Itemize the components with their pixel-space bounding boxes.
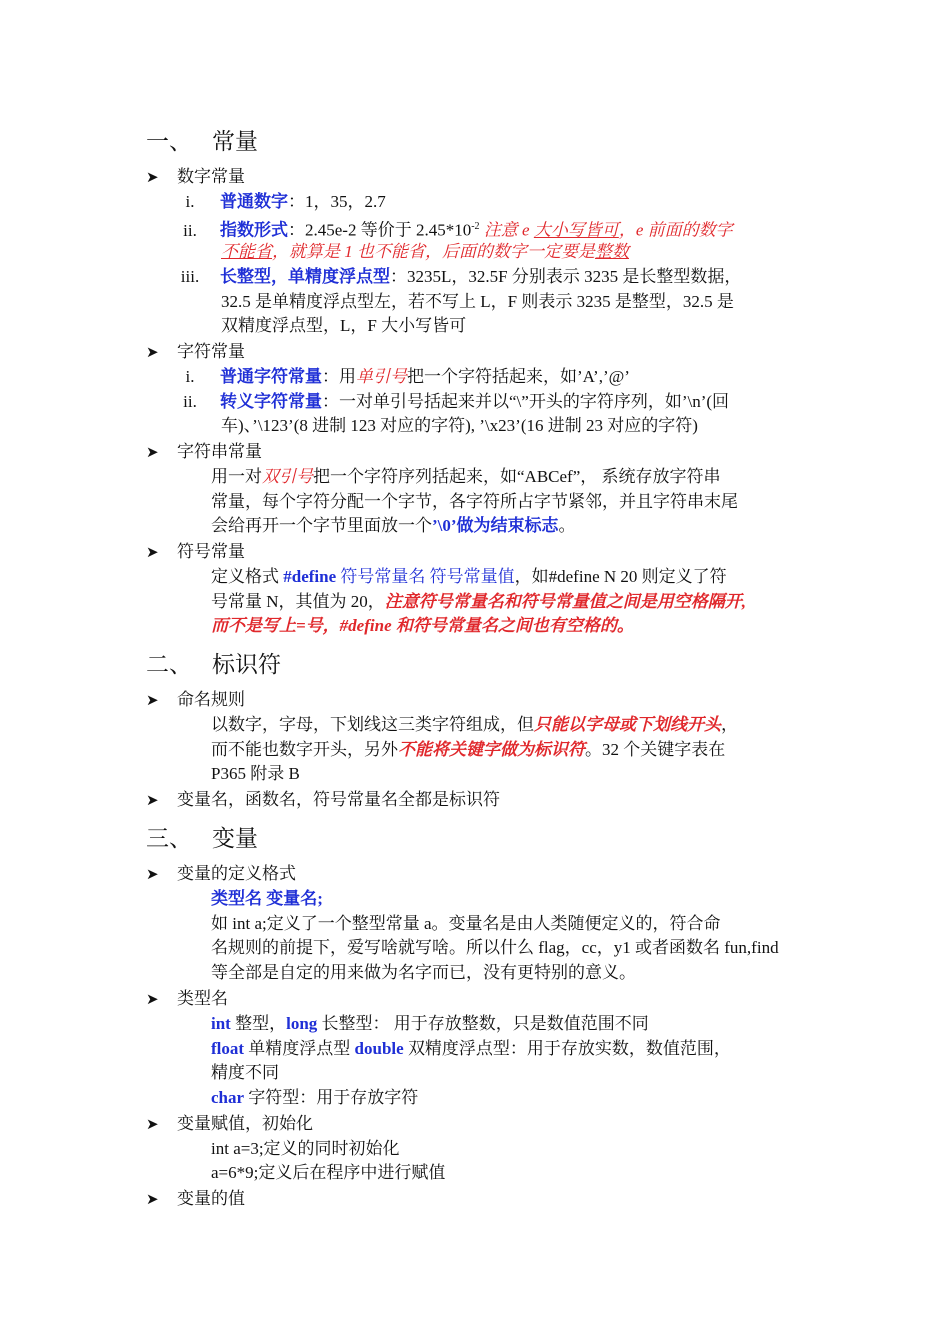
body-text: ，	[721, 715, 738, 734]
note-text: 注意符号常量名和符号常量值之间是用空格隔开,	[384, 592, 747, 611]
term-label: 转义字符常量	[220, 392, 322, 411]
string-line2: 常量，每个字符分配一个字节，各字符所占字节紧邻，并且字符串末尾	[211, 492, 738, 511]
item-text-line3: 双精度浮点型，L，F 大小写皆可	[221, 316, 467, 335]
roman-numeral: i.	[185, 192, 195, 211]
arrow-bullet-icon: ➤	[146, 170, 159, 186]
body-text: 会给再开一个字节里面放一个	[211, 516, 432, 535]
item-escape-char	[160, 390, 729, 414]
item-text: ：一对单引号括起来并以“\”开头的字符序列，如’\n’(回	[322, 392, 730, 411]
arrow-bullet-icon: ➤	[146, 793, 159, 809]
body-text: 。32 个关键字表在	[585, 740, 726, 759]
bullet-text: 字符串常量	[177, 442, 262, 461]
item-text: ：1，35，2.7	[288, 192, 386, 211]
section-heading-1	[146, 127, 258, 157]
body-text: 把一个字符序列括起来，如“ABCef”， 系统存放字符串	[313, 467, 721, 486]
section-title: 常量	[212, 129, 258, 154]
arrow-bullet-icon: ➤	[146, 867, 159, 883]
bullet-text: 变量赋值，初始化	[177, 1114, 313, 1133]
body-text: 。	[558, 516, 576, 535]
var-format: 类型名 变量名;	[211, 889, 323, 908]
keyword-text: #define	[283, 567, 337, 586]
bullet-text: 变量名，函数名，符号常量名全都是标识符	[177, 790, 500, 809]
note-underlined: 不能省	[221, 242, 272, 261]
arrow-bullet-icon: ➤	[146, 345, 159, 361]
naming-line2	[211, 738, 725, 762]
var-line2: 如 int a;定义了一个整型常量 a。变量名是由人类随便定义的，符合命	[211, 914, 721, 933]
item-exponent-form	[160, 215, 733, 243]
note-text: ，就算是 1 也不能省，后面的数字一定要是	[272, 242, 595, 261]
section-title: 变量	[212, 826, 258, 851]
note-text: 而不是写上=号，#define 和符号常量名之间也有空格的。	[211, 616, 634, 635]
types-line4	[211, 1086, 418, 1110]
keyword-text: int	[211, 1014, 231, 1033]
arrow-bullet-icon: ➤	[146, 1117, 159, 1133]
term-label: 长整型，单精度浮点型	[220, 267, 390, 286]
item-text: ：用	[322, 367, 356, 386]
note-underlined: 大小写皆可	[533, 220, 619, 240]
keyword-text: char	[211, 1088, 245, 1107]
keyword-text: long	[286, 1014, 318, 1033]
string-line3	[211, 514, 576, 538]
types-line1	[211, 1012, 649, 1036]
assign-line2: a=6*9;定义后在程序中进行赋值	[211, 1163, 446, 1182]
body-text: 用一对	[211, 467, 262, 486]
bullet-assignment	[146, 1112, 313, 1137]
types-line2	[211, 1037, 731, 1061]
section-number: 一、	[146, 129, 192, 154]
body-text: 号常量 N，其值为 20，	[211, 592, 385, 611]
var-line4: 等全部是自定的用来做为名字而已，没有更特别的意义。	[211, 963, 636, 982]
bullet-string-constants	[146, 440, 262, 465]
section-heading-2	[146, 650, 281, 680]
item-text: ：3235L，32.5F 分别表示 3235 是长整型数据，	[390, 267, 742, 286]
highlight-text: 符号常量名 符号常量值	[336, 567, 515, 586]
symbol-line1	[211, 565, 727, 589]
bullet-char-constants	[146, 340, 245, 365]
types-line3: 精度不同	[211, 1063, 279, 1082]
item-text-line2: 车)、’\123’(8 进制 123 对应的字符), ’\x23’(16 进制 23 对应的字符)	[221, 416, 698, 435]
item-plain-numbers	[160, 190, 386, 214]
arrow-bullet-icon: ➤	[146, 545, 159, 561]
note-text: 单引号	[356, 367, 407, 386]
bullet-text: 命名规则	[177, 690, 245, 709]
body-text: 整型，	[230, 1014, 287, 1033]
bullet-symbol-constants	[146, 540, 245, 565]
arrow-bullet-icon: ➤	[146, 992, 159, 1008]
term-label: 普通数字	[220, 192, 288, 211]
roman-numeral: ii.	[183, 392, 197, 411]
highlight-text: ’\0’做为结束标志	[432, 516, 559, 535]
bullet-naming-rules	[146, 688, 245, 713]
bullet-var-value	[146, 1187, 245, 1212]
note-text: ，e 前面的数字	[618, 220, 733, 240]
body-text: 定义格式	[211, 567, 284, 586]
body-text: 单精度浮点型	[244, 1039, 355, 1058]
section-number: 三、	[146, 826, 192, 851]
body-text: 双精度浮点型：用于存放实数，数值范围，	[403, 1039, 731, 1058]
naming-line3: P365 附录 B	[211, 764, 300, 783]
bullet-text: 变量的定义格式	[177, 864, 296, 883]
body-text: 字符型：用于存放字符	[244, 1088, 419, 1107]
symbol-line3	[211, 614, 634, 638]
section-heading-3	[146, 824, 258, 854]
exponent-note-line2	[221, 240, 629, 264]
bullet-text: 符号常量	[177, 542, 245, 561]
body-text: 以数字，字母，下划线这三类字符组成，但	[211, 715, 534, 734]
roman-numeral: ii.	[183, 220, 197, 240]
item-text: ：2.45e-2 等价于 2.45*10	[288, 220, 472, 240]
item-long-float	[160, 265, 741, 289]
var-line3: 名规则的前提下，爱写啥就写啥。所以什么 flag，cc，y1 或者函数名 fun,find	[211, 938, 779, 957]
term-label: 普通字符常量	[220, 367, 322, 386]
note-text: 只能以字母或下划线开头	[534, 715, 721, 734]
arrow-bullet-icon: ➤	[146, 445, 159, 461]
bullet-var-definition	[146, 862, 296, 887]
bullet-numeric-constants	[146, 165, 245, 190]
item-plain-char	[160, 365, 630, 389]
keyword-text: double	[354, 1039, 404, 1058]
naming-line1	[211, 713, 738, 737]
bullet-text: 类型名	[177, 989, 228, 1008]
string-line1	[211, 465, 721, 489]
item-text-line2: 32.5 是单精度浮点型左，若不写上 L，F 则表示 3235 是整型，32.5 是	[221, 292, 734, 311]
assign-line1: int a=3;定义的同时初始化	[211, 1139, 400, 1158]
bullet-identifiers	[146, 788, 500, 813]
item-text: 把一个字符括起来，如’A’,’@’	[407, 367, 630, 386]
bullet-text: 数字常量	[177, 167, 245, 186]
symbol-line2	[211, 590, 746, 614]
note-text: 注意 e	[483, 220, 534, 240]
note-underlined: 整数	[595, 242, 629, 261]
keyword-text: float	[211, 1039, 245, 1058]
bullet-text: 变量的值	[177, 1189, 245, 1208]
arrow-bullet-icon: ➤	[146, 1192, 159, 1208]
term-label: 指数形式	[220, 220, 288, 240]
roman-numeral: iii.	[180, 267, 200, 286]
bullet-type-names	[146, 987, 228, 1012]
bullet-text: 字符常量	[177, 342, 245, 361]
section-title: 标识符	[212, 652, 281, 677]
note-text: 不能将关键字做为标识符	[398, 740, 585, 759]
body-text: ，如#define N 20 则定义了符	[514, 567, 727, 586]
section-number: 二、	[146, 652, 192, 677]
arrow-bullet-icon: ➤	[146, 693, 159, 709]
roman-numeral: i.	[185, 367, 195, 386]
note-text: 双引号	[262, 467, 313, 486]
exponent: -2	[471, 221, 480, 232]
body-text: 长整型： 用于存放整数，只是数值范围不同	[317, 1014, 649, 1033]
body-text: 而不能也数字开头，另外	[211, 740, 398, 759]
